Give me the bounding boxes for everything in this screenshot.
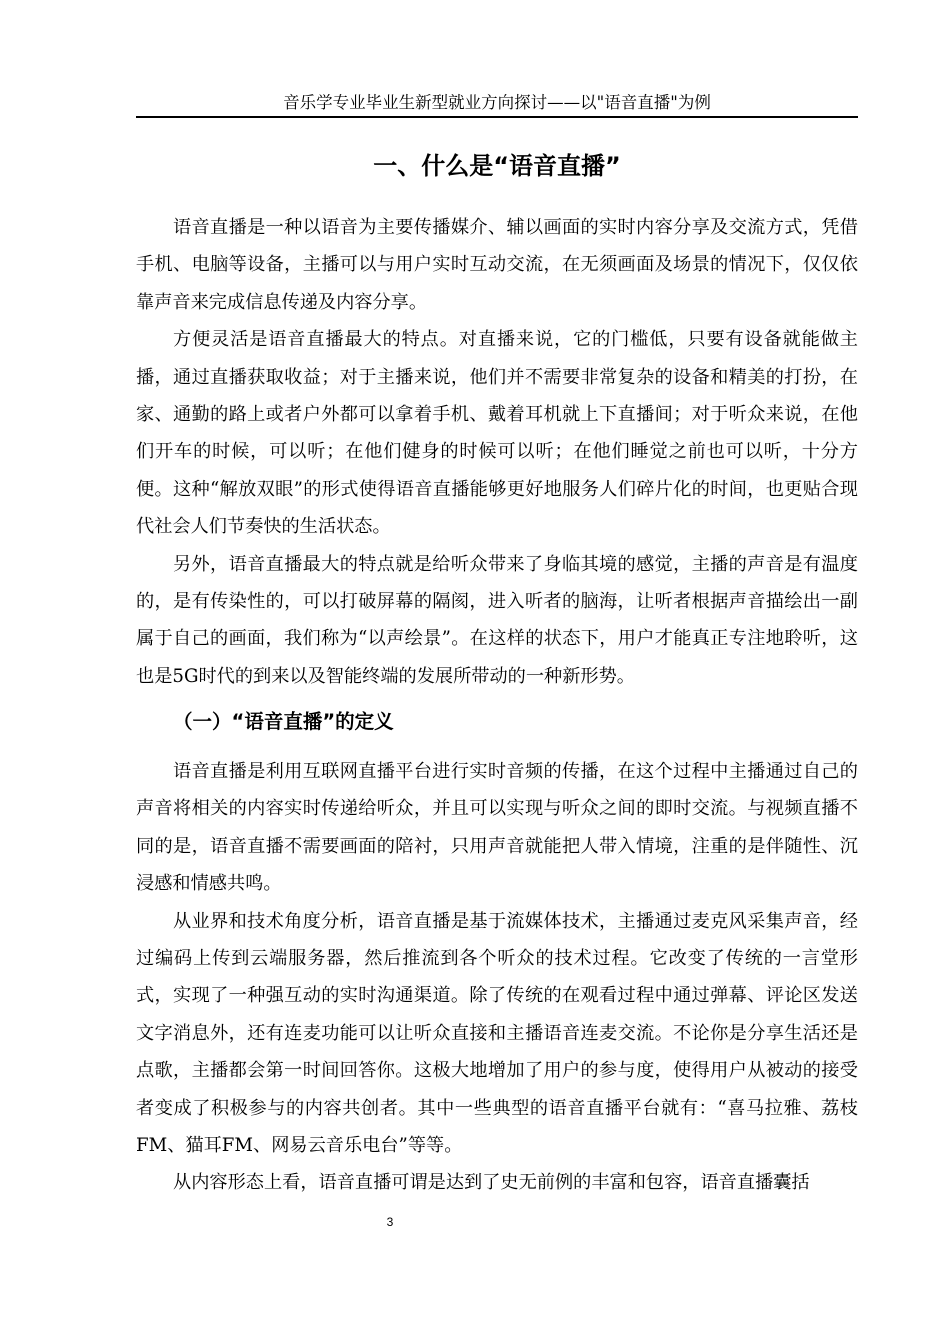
paragraph: 从内容形态上看，语音直播可谓是达到了史无前例的丰富和包容，语音直播囊括 xyxy=(173,1172,810,1194)
paragraph: 另外，语音直播最大的特点就是给听众带来了身临其境的感觉，主播的声音是有温度的，是有传染性的，可以打破屏幕的隔阂，进入听者的脑海，让听者根据声音描绘出一副属于自己的画面，我们称为“以声绘景”。在这样的状态下，用户才能真正专注地聆听，这也是5G时代的到来以及智能终端的发展所带动的一种新形势。 xyxy=(136,553,858,687)
paragraph: 从业界和技术角度分析，语音直播是基于流媒体技术，主播通过麦克风采集声音，经过编码上传到云端服务器，然后推流到各个听众的技术过程。它改变了传统的一言堂形式，实现了一种强互动的实时沟通渠道。除了传统的在观看过程中通过弹幕、评论区发送文字消息外，还有连麦功能可以让听众直接和主播语音连麦交流。不论你是分享生活还是点歌，主播都会第一时间回答你。这极大地增加了用户的参与度，使得用户从被动的接受者变成了积极参与的内容共创者。其中一些典型的语音直播平台就有：“喜马拉雅、荔枝FM、猫耳FM、网易云音乐电台”等等。 xyxy=(136,910,858,1157)
chapter-title: 一、什么是“语音直播” xyxy=(373,152,621,180)
paragraph: 方便灵活是语音直播最大的特点。对直播来说，它的门槛低，只要有设备就能做主播，通过直播获取收益；对于主播来说，他们并不需要非常复杂的设备和精美的打扮，在家、通勤的路上或者户外都可以拿着手机、戴着耳机就上下直播间；对于听众来说，在他们开车的时候，可以听；在他们健身的时候可以听；在他们睡觉之前也可以听，十分方便。这种“解放双眼”的形式使得语音直播能够更好地服务人们碎片化的时间，也更贴合现代社会人们节奏快的生活状态。 xyxy=(136,329,858,538)
running-header: 音乐学专业毕业生新型就业方向探讨——以"语音直播"为例 xyxy=(283,93,711,112)
section-body xyxy=(136,753,858,1202)
section-heading: （一）“语音直播”的定义 xyxy=(173,710,394,733)
page-number: 3 xyxy=(386,1215,394,1229)
paragraph: 语音直播是一种以语音为主要传播媒介、辅以画面的实时内容分享及交流方式，凭借手机、电脑等设备，主播可以与用户实时互动交流，在无须画面及场景的情况下，仅仅依靠声音来完成信息传递及内容分享。 xyxy=(136,217,858,313)
chapter-body xyxy=(136,209,858,695)
header-divider xyxy=(136,116,858,118)
paragraph: 语音直播是利用互联网直播平台进行实时音频的传播，在这个过程中主播通过自己的声音将相关的内容实时传递给听众，并且可以实现与听众之间的即时交流。与视频直播不同的是，语音直播不需要画面的陪衬，只用声音就能把人带入情境，注重的是伴随性、沉浸感和情感共鸣。 xyxy=(136,761,858,895)
